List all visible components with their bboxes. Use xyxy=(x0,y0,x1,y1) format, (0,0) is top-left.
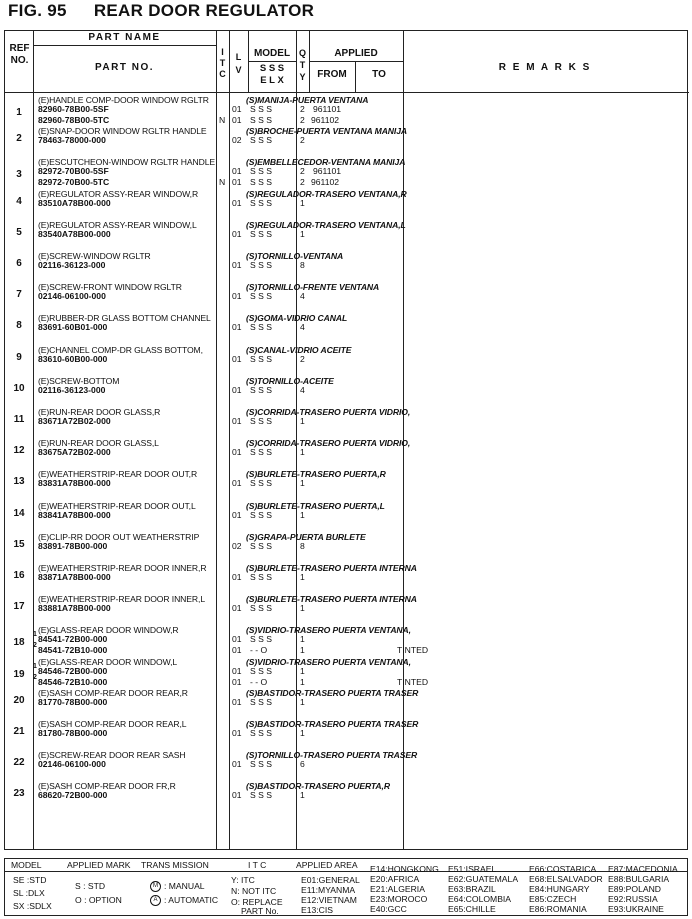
qty-value: 6 xyxy=(300,759,305,770)
part-name: (E)SNAP-DOOR WINDOW RGLTR HANDLE xyxy=(38,126,207,137)
ref-number: 11 xyxy=(13,414,25,425)
qty-value: 1 xyxy=(300,603,305,614)
part-name: (E)SASH COMP-REAR DOOR REAR,L xyxy=(38,719,187,729)
spanish-name: (S)BURLETE-TRASERO PUERTA,L xyxy=(246,500,385,511)
model-applicability: S S S xyxy=(250,759,272,770)
applied-area-code: E85:CZECH xyxy=(529,894,577,904)
table-row xyxy=(5,311,689,342)
part-number: 02146-06100-000 xyxy=(38,291,106,302)
qty-value: 1 xyxy=(300,645,305,656)
model-applicability: S S S xyxy=(250,728,272,738)
spanish-name: (S)CORRIDA-TRASERO PUERTA VIDRIO, xyxy=(246,438,411,449)
part-number: 84546-72B10-000 xyxy=(38,676,108,687)
applied-area-code: E93:UKRAINE xyxy=(608,904,664,914)
legend-mark-option: O : OPTION xyxy=(75,895,122,905)
model-applicability: S S S xyxy=(250,228,272,239)
spanish-name: (S)BASTIDOR-TRASERO PUERTA TRASER xyxy=(246,719,419,729)
applied-area-code: E62:GUATEMALA xyxy=(448,874,519,884)
applied-area-code: E23:MOROCO xyxy=(370,894,428,904)
qty-value: 2 xyxy=(300,353,305,364)
applied-area-code: E64:COLOMBIA xyxy=(448,894,512,904)
model-applicability: S S S xyxy=(250,384,272,395)
legend-itc-y: Y: ITC xyxy=(231,875,255,885)
applied-area-code: E12:VIETNAM xyxy=(301,895,357,905)
applied-from: 961102 xyxy=(311,177,340,188)
qty-value: 1 xyxy=(300,696,305,707)
model-applicability: S S S xyxy=(250,509,272,520)
lv-value: 01 xyxy=(232,177,242,188)
parts-table xyxy=(4,30,688,850)
table-row xyxy=(5,93,689,124)
table-row xyxy=(5,748,689,779)
spanish-name: (S)BURLETE-TRASERO PUERTA,R xyxy=(246,469,386,480)
part-name: (E)REGULATOR ASSY-REAR WINDOW,L xyxy=(38,219,197,230)
spanish-name: (S)BURLETE-TRASERO PUERTA INTERNA xyxy=(246,563,417,573)
applied-area-code: E66:COSTARICA xyxy=(529,864,597,874)
applied-area-code: E14:HONGKONG xyxy=(370,864,439,874)
header-lv: L V xyxy=(235,52,242,75)
table-row xyxy=(5,779,689,810)
spanish-name: (S)REGULADOR-TRASERO VENTANA,R xyxy=(246,188,407,199)
spanish-name: (S)BASTIDOR-TRASERO PUERTA TRASER xyxy=(246,687,419,698)
sub-index: 1 xyxy=(33,662,37,670)
qty-value: 2 xyxy=(300,135,305,146)
qty-value: 1 xyxy=(300,676,305,687)
qty-value: 1 xyxy=(300,478,305,489)
part-name: (E)SASH COMP-REAR DOOR REAR,R xyxy=(38,687,188,698)
lv-value: 01 xyxy=(232,634,242,645)
applied-area-code: E01:GENERAL xyxy=(301,875,360,885)
ref-number: 19 xyxy=(13,668,25,680)
header-qty: Q T Y xyxy=(298,48,306,82)
table-row xyxy=(5,124,689,155)
ref-number: 15 xyxy=(13,538,25,550)
model-applicability: S S S xyxy=(250,260,272,270)
part-number: 84541-72B00-000 xyxy=(38,634,108,645)
header-itc: I T C xyxy=(219,47,226,79)
applied-from: 961102 xyxy=(311,115,340,125)
applied-area-code: E68:ELSALVADOR xyxy=(529,874,603,884)
model-applicability: S S S xyxy=(250,353,272,364)
lv-value: 01 xyxy=(232,603,242,614)
part-number: 02146-06100-000 xyxy=(38,759,106,770)
ref-number: 3 xyxy=(16,169,22,181)
qty-value: 2 xyxy=(300,166,305,177)
applied-area-code: E21:ALGERIA xyxy=(370,884,425,894)
part-name: (E)WEATHERSTRIP-REAR DOOR OUT,R xyxy=(38,469,198,480)
legend-trans-manual: M : MANUAL xyxy=(150,881,205,892)
table-row xyxy=(5,436,689,467)
qty-value: 1 xyxy=(300,447,305,458)
header-part-name: PART NAME xyxy=(88,32,161,43)
part-number: 83671A72B02-000 xyxy=(38,416,111,426)
spanish-name: (S)REGULADOR-TRASERO VENTANA,L xyxy=(246,219,406,230)
part-name: (E)WEATHERSTRIP-REAR DOOR OUT,L xyxy=(38,500,196,511)
model-applicability: S S S xyxy=(250,603,272,614)
part-number: 83540A78B00-000 xyxy=(38,228,111,239)
ref-number: 1 xyxy=(16,107,22,118)
part-name: (E)RUBBER-DR GLASS BOTTOM CHANNEL xyxy=(38,313,211,324)
qty-value: 1 xyxy=(300,197,305,208)
spanish-name: (S)GOMA-VIDRIO CANAL xyxy=(246,313,348,324)
applied-to: 961101 xyxy=(313,166,342,177)
lv-value: 01 xyxy=(232,696,242,707)
ref-number: 13 xyxy=(13,476,25,488)
applied-area-code: E20:AFRICA xyxy=(370,874,420,884)
applied-divider xyxy=(309,61,403,62)
spanish-name: (S)BURLETE-TRASERO PUERTA INTERNA xyxy=(246,594,417,605)
table-row xyxy=(5,405,689,436)
lv-value: 01 xyxy=(232,728,242,738)
lv-value: 01 xyxy=(232,572,242,582)
applied-area-code: E11:MYANMA xyxy=(301,885,356,895)
itc-value: N xyxy=(219,177,226,188)
lv-value: 01 xyxy=(232,228,242,239)
header-to: TO xyxy=(372,69,386,80)
qty-value: 2 xyxy=(300,115,305,125)
part-number: 82972-70B00-5SF xyxy=(38,166,109,177)
qty-value: 8 xyxy=(300,260,305,270)
lv-value: 01 xyxy=(232,115,242,125)
spanish-name: (S)EMBELLECEDOR-VENTANA MANIJA xyxy=(246,157,406,168)
qty-value: 1 xyxy=(300,509,305,520)
applied-area-code: E87:MACEDONIA xyxy=(608,864,678,874)
header-ref-no: REF NO. xyxy=(9,43,30,66)
sub-index: 2 xyxy=(33,642,37,650)
model-applicability: S S S xyxy=(250,540,272,551)
spanish-name: (S)TORNILLO-TRASERO PUERTA TRASER xyxy=(246,750,418,761)
ref-number: 21 xyxy=(13,726,25,737)
part-number: 02116-36123-000 xyxy=(38,260,106,270)
qty-value: 1 xyxy=(300,416,305,426)
table-row xyxy=(5,530,689,561)
spanish-name: (S)BROCHE-PUERTA VENTANA MANIJA xyxy=(246,126,407,137)
remarks-value: TINTED xyxy=(397,676,429,687)
part-number: 83881A78B00-000 xyxy=(38,603,111,614)
part-name: (E)GLASS-REAR DOOR WINDOW,R xyxy=(38,625,179,636)
part-name: (E)ESCUTCHEON-WINDOW RGLTR HANDLE xyxy=(38,157,216,168)
spanish-name: (S)CORRIDA-TRASERO PUERTA VIDRIO, xyxy=(246,407,411,417)
model-applicability: S S S xyxy=(250,291,272,302)
part-number: 82960-78B00-5SF xyxy=(38,104,109,114)
table-row xyxy=(5,187,689,218)
qty-value: 1 xyxy=(300,728,305,738)
sub-index: 2 xyxy=(33,673,37,681)
applied-area-code: E51:ISRAEL xyxy=(448,864,497,874)
model-applicability: S S S xyxy=(250,177,272,188)
ref-number: 2 xyxy=(16,133,22,145)
ref-number: 12 xyxy=(13,445,25,457)
lv-value: 01 xyxy=(232,384,242,395)
lv-value: 01 xyxy=(232,665,242,676)
col-line-applied xyxy=(309,31,310,92)
figure-label: FIG. 95 xyxy=(8,1,67,20)
qty-value: 2 xyxy=(300,177,305,188)
part-number: 02116-36123-000 xyxy=(38,384,106,395)
legend-model-sx: SX :SDLX xyxy=(13,901,52,911)
ref-number: 10 xyxy=(13,382,25,394)
part-number: 83831A78B00-000 xyxy=(38,478,111,489)
lv-value: 02 xyxy=(232,135,242,146)
part-number: 84546-72B00-000 xyxy=(38,665,108,676)
figure-title: REAR DOOR REGULATOR xyxy=(93,1,315,20)
qty-value: 4 xyxy=(300,384,305,395)
part-name: (E)WEATHERSTRIP-REAR DOOR INNER,R xyxy=(38,563,207,573)
model-applicability: S S S xyxy=(250,115,272,125)
model-applicability: S S S xyxy=(250,447,272,458)
table-row xyxy=(5,717,689,748)
header-model: MODEL xyxy=(253,48,291,59)
header-from: FROM xyxy=(317,69,347,80)
applied-area-code: E92:RUSSIA xyxy=(608,894,658,904)
lv-value: 01 xyxy=(232,509,242,520)
part-name: (E)SCREW-WINDOW RGLTR xyxy=(38,251,151,261)
part-number: 83871A78B00-000 xyxy=(38,572,111,582)
partname-divider xyxy=(33,45,216,46)
lv-value: 01 xyxy=(232,322,242,333)
qty-value: 1 xyxy=(300,572,305,582)
ref-number: 17 xyxy=(13,601,25,613)
lv-value: 01 xyxy=(232,353,242,364)
part-name: (E)SASH COMP-REAR DOOR FR,R xyxy=(38,781,176,792)
spanish-name: (S)VIDRIO-TRASERO PUERTA VENTANA, xyxy=(246,625,411,636)
part-name: (E)RUN-REAR DOOR GLASS,L xyxy=(38,438,159,449)
legend-box xyxy=(4,858,688,916)
automatic-icon: A xyxy=(150,895,161,906)
lv-value: 01 xyxy=(232,447,242,458)
lv-value: 01 xyxy=(232,645,242,656)
model-applicability: - - O xyxy=(250,645,268,656)
qty-value: 4 xyxy=(300,322,305,333)
applied-area-code: E63:BRAZIL xyxy=(448,884,496,894)
model-applicability: S S S xyxy=(250,197,272,208)
table-row xyxy=(5,280,689,311)
model-applicability: S S S xyxy=(250,478,272,489)
table-row xyxy=(5,467,689,498)
model-divider xyxy=(248,61,296,62)
legend-trans-automatic: A : AUTOMATIC xyxy=(150,895,218,906)
ref-number: 7 xyxy=(16,289,22,301)
lv-value: 02 xyxy=(232,540,242,551)
part-number: 81780-78B00-000 xyxy=(38,728,108,738)
part-number: 83510A78B00-000 xyxy=(38,197,111,208)
qty-value: 1 xyxy=(300,228,305,239)
spanish-name: (S)MANIJA-PUERTA VENTANA xyxy=(246,95,369,105)
legend-model-se: SE :STD xyxy=(13,875,47,885)
table-row xyxy=(5,218,689,249)
part-number: 84541-72B10-000 xyxy=(38,645,108,656)
legend-itc-partno: PART No. xyxy=(241,906,279,916)
qty-value: 2 xyxy=(300,104,305,114)
qty-value: 8 xyxy=(300,540,305,551)
part-number: 83691-60B01-000 xyxy=(38,322,108,333)
page-title xyxy=(8,1,314,21)
table-row xyxy=(5,655,689,686)
table-row xyxy=(5,155,689,186)
spanish-name: (S)TORNILLO-VENTANA xyxy=(246,251,344,261)
part-number: 78463-78000-000 xyxy=(38,135,106,146)
legend-itc-o: O: REPLACE xyxy=(231,897,283,907)
part-name: (E)CHANNEL COMP-DR GLASS BOTTOM, xyxy=(38,344,203,355)
table-row xyxy=(5,592,689,623)
qty-value: 1 xyxy=(300,665,305,676)
spanish-name: (S)VIDRIO-TRASERO PUERTA VENTANA, xyxy=(246,656,411,667)
part-number: 83841A78B00-000 xyxy=(38,509,111,520)
table-row xyxy=(5,499,689,530)
ref-number: 6 xyxy=(16,258,22,269)
part-name: (E)REGULATOR ASSY-REAR WINDOW,R xyxy=(38,188,199,199)
part-number: 68620-72B00-000 xyxy=(38,790,108,801)
applied-area-code: E84:HUNGARY xyxy=(529,884,590,894)
header-part-no: PART NO. xyxy=(94,62,155,73)
applied-area-code: E13:CIS xyxy=(301,905,334,915)
ref-number: 8 xyxy=(16,320,22,332)
part-name: (E)HANDLE COMP-DOOR WINDOW RGLTR xyxy=(38,95,209,105)
ref-number: 23 xyxy=(13,788,25,800)
ref-number: 5 xyxy=(16,226,22,238)
ref-number: 4 xyxy=(16,195,22,207)
model-applicability: S S S xyxy=(250,166,272,177)
part-name: (E)RUN-REAR DOOR GLASS,R xyxy=(38,407,161,417)
model-applicability: S S S xyxy=(250,696,272,707)
model-applicability: - - O xyxy=(250,676,268,687)
qty-value: 4 xyxy=(300,291,305,302)
applied-area-code: E89:POLAND xyxy=(608,884,662,894)
lv-value: 01 xyxy=(232,260,242,270)
part-name: (E)SCREW-REAR DOOR REAR SASH xyxy=(38,750,186,761)
header-model-codes-bottom: E L X xyxy=(260,75,284,86)
model-applicability: S S S xyxy=(250,416,272,426)
ref-number: 22 xyxy=(13,757,25,769)
legend-itc-n: N: NOT ITC xyxy=(231,886,277,896)
model-applicability: S S S xyxy=(250,634,272,645)
part-number: 82972-70B00-5TC xyxy=(38,177,110,188)
legend-itc-title: I T C xyxy=(248,860,267,870)
manual-icon: M xyxy=(150,881,161,892)
part-name: (E)SCREW-FRONT WINDOW RGLTR xyxy=(38,282,182,293)
lv-value: 01 xyxy=(232,416,242,426)
legend-mark-std: S : STD xyxy=(75,881,106,891)
legend-model-sl: SL :DLX xyxy=(13,888,45,898)
part-number: 82960-78B00-5TC xyxy=(38,115,110,125)
table-row xyxy=(5,249,689,280)
model-applicability: S S S xyxy=(250,572,272,582)
qty-value: 1 xyxy=(300,790,305,801)
part-number: 81770-78B00-000 xyxy=(38,696,108,707)
legend-trans-title: TRANS MISSION xyxy=(141,860,209,870)
model-applicability: S S S xyxy=(250,665,272,676)
model-applicability: S S S xyxy=(250,135,272,146)
part-name: (E)GLASS-REAR DOOR WINDOW,L xyxy=(38,656,178,667)
lv-value: 01 xyxy=(232,790,242,801)
lv-value: 01 xyxy=(232,478,242,489)
itc-value: N xyxy=(219,115,226,125)
part-name: (E)SCREW-BOTTOM xyxy=(38,375,120,386)
part-number: 83610-60B00-000 xyxy=(38,353,108,364)
header-remarks: R E M A R K S xyxy=(498,62,592,73)
table-row xyxy=(5,623,689,654)
part-number: 83891-78B00-000 xyxy=(38,540,108,551)
part-number: 83675A72B02-000 xyxy=(38,447,111,458)
sub-index: 1 xyxy=(33,631,37,639)
ref-number: 14 xyxy=(13,507,25,519)
ref-number: 16 xyxy=(13,570,25,581)
header-model-codes-top: S S S xyxy=(259,63,285,74)
table-row xyxy=(5,686,689,717)
remarks-value: TINTED xyxy=(397,645,429,656)
part-name: (E)CLIP-RR DOOR OUT WEATHERSTRIP xyxy=(38,531,200,542)
header-applied: APPLIED xyxy=(334,48,378,59)
spanish-name: (S)BASTIDOR-TRASERO PUERTA,R xyxy=(246,781,390,792)
applied-to: 961101 xyxy=(313,104,342,114)
model-applicability: S S S xyxy=(250,104,272,114)
spanish-name: (S)TORNILLO-FRENTE VENTANA xyxy=(246,282,380,293)
lv-value: 01 xyxy=(232,676,242,687)
ref-number: 20 xyxy=(13,694,25,706)
spanish-name: (S)GRAPA-PUERTA BURLETE xyxy=(246,531,366,542)
lv-value: 01 xyxy=(232,291,242,302)
applied-area-code: E88:BULGARIA xyxy=(608,874,670,884)
table-row xyxy=(5,343,689,374)
lv-value: 01 xyxy=(232,759,242,770)
spanish-name: (S)CANAL-VIDRIO ACEITE xyxy=(246,344,352,355)
legend-area-title: APPLIED AREA xyxy=(296,860,358,870)
model-applicability: S S S xyxy=(250,790,272,801)
applied-area-code: E86:ROMANIA xyxy=(529,904,587,914)
applied-area-code: E40:GCC xyxy=(370,904,407,914)
lv-value: 01 xyxy=(232,197,242,208)
qty-value: 1 xyxy=(300,634,305,645)
applied-area-code: E65:CHILLE xyxy=(448,904,496,914)
table-row xyxy=(5,374,689,405)
legend-model-title: MODEL xyxy=(11,860,42,870)
table-row xyxy=(5,561,689,592)
legend-applied-mark-title: APPLIED MARK xyxy=(67,860,131,870)
ref-number: 9 xyxy=(16,351,22,363)
lv-value: 01 xyxy=(232,166,242,177)
spanish-name: (S)TORNILLO-ACEITE xyxy=(246,375,334,386)
model-applicability: S S S xyxy=(250,322,272,333)
ref-number: 18 xyxy=(13,637,25,649)
part-name: (E)WEATHERSTRIP-REAR DOOR INNER,L xyxy=(38,594,205,605)
lv-value: 01 xyxy=(232,104,242,114)
